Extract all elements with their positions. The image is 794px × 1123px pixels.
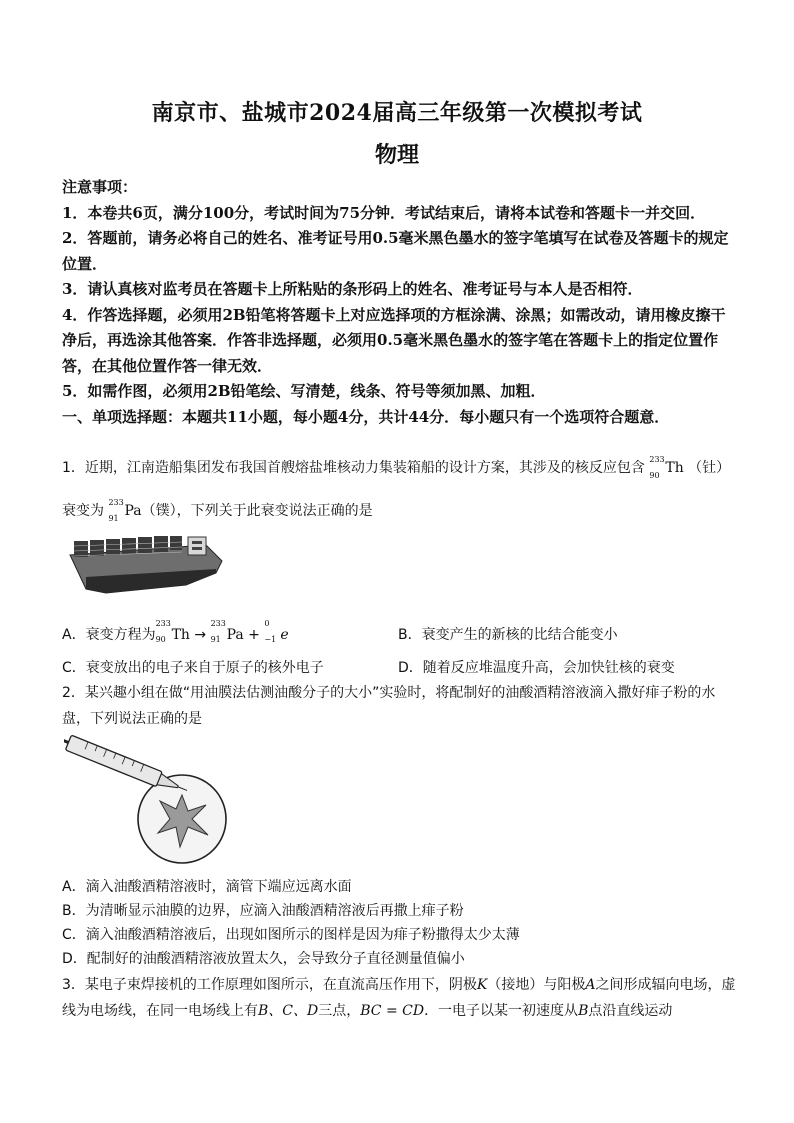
element-symbol: Pa [226,627,244,643]
notes-section [62,175,738,430]
q1-stem-c: （镤），下列关于此衰变说法正确的是 [141,503,373,519]
q1-option-b: B．衰变产生的新核的比结合能变小 [398,627,618,643]
q2-option-a: A．滴入油酸酒精溶液时，滴管下端应远离水面 [62,879,352,895]
atomic-number: 91 [108,514,119,523]
q3-text: ．一电子以某一初速度从 [424,1003,579,1019]
question-3-stem [62,972,738,1024]
q2-option-c: C．滴入油酸酒精溶液后，出现如图所示的图样是因为痱子粉撒得太少太薄 [62,927,520,943]
note-item: 3．请认真核对监考员在答题卡上所粘贴的条形码上的姓名、准考证号与本人是否相符． [62,280,643,298]
element-symbol: Th [665,460,684,476]
exam-title: 南京市、盐城市2024届高三年级第一次模拟考试 [151,100,643,126]
element-symbol: e [280,627,289,643]
q1-option-d: D．随着反应堆温度升高，会加快钍核的衰变 [398,660,675,676]
question-1-stem-2 [62,498,738,524]
q3-text: （接地）与阳极 [487,977,586,993]
note-item: 2．答题前，请务必将自己的姓名、准考证号用0.5毫米黑色墨水的签字笔填写在试卷及答题卡的规定位置． [62,229,729,273]
anode-symbol: A [585,977,596,993]
element-symbol: Th [171,627,190,643]
q2-option-b: B．为清晰显示油膜的边界，应滴入油酸酒精溶液后再撒上痱子粉 [62,903,464,919]
cathode-symbol: K [476,977,488,993]
note-item: 5．如需作图，必须用2B铅笔绘、写清楚，线条、符号等须加黑、加粗． [62,382,546,400]
mass-number: 233 [210,619,226,628]
question-2-options [62,875,738,971]
q1-stem-a: 1．近期，江南造船集团发布我国首艘熔盐堆核动力集装箱船的设计方案，其涉及的核反应包含 [62,460,645,476]
section-heading: 一、单项选择题：本题共11小题，每小题4分，共计44分．每小题只有一个选项符合题意． [62,407,670,426]
mass-number: 233 [649,455,665,464]
thorium-nuclide [155,619,190,644]
plus-sign: + [248,627,260,643]
q3-text: 之间形成辐向电场，虚线为电场线，在同一电场线上有 [62,977,736,1019]
question-1-stem [62,455,738,481]
q2-option-d: D．配制好的油酸酒精溶液放置太久，会导致分子直径测量值偏小 [62,951,465,967]
electron-nuclide [264,619,289,644]
element-symbol: Pa [124,503,142,519]
charge-number: −1 [264,635,277,644]
q3-text: 三点， [318,1003,361,1019]
mass-number: 233 [108,498,124,507]
option-label: A．衰变方程为 [62,627,156,643]
note-item: 4．作答选择题，必须用2B铅笔将答题卡上对应选择项的方框涂满、涂黑；如需改动，请用橡皮擦干净后，再选涂其他答案．作答非选择题，必须用0.5毫米黑色墨水的签字笔在答题卡上的指定位置作答，在其他位置作答一律无效． [62,305,726,375]
question-2-stem: 2．某兴趣小组在做“用油膜法估测油酸分子的大小”实验时，将配制好的油酸酒精溶液滴入撒好痱子粉的水盘，下列说法正确的是 [62,685,716,727]
protactinium-nuclide [108,498,141,524]
atomic-number: 90 [155,635,166,644]
points-label: B、C、D [258,1003,319,1019]
subject-title: 物理 [374,142,419,168]
q3-text: 3．某电子束焊接机的工作原理如图所示，在直流高压作用下，阴极 [62,977,477,993]
protactinium-nuclide [210,619,244,644]
q1-option-a [62,619,289,644]
q1-th-name: （钍） [688,460,731,476]
mass-number: 233 [155,619,171,628]
arrow: → [194,627,207,643]
container-ship-image [66,533,226,605]
note-item: 1．本卷共6页，满分100分，考试时间为75分钟．考试结束后，请将本试卷和答题卡一并交回． [62,203,706,222]
equation: BC = CD [360,1003,425,1019]
mass-number: 0 [264,619,270,628]
atomic-number: 90 [649,471,660,480]
thorium-nuclide [649,455,683,481]
q1-stem-b: 衰变为 [62,503,104,519]
q1-option-c: C．衰变放出的电子来自于原子的核外电子 [62,660,324,676]
atomic-number: 91 [210,635,221,644]
oil-film-figure [64,735,234,865]
q3-text: 点沿直线运动 [588,1003,673,1019]
point-label: B [578,1003,589,1019]
notes-heading: 注意事项： [62,178,138,196]
